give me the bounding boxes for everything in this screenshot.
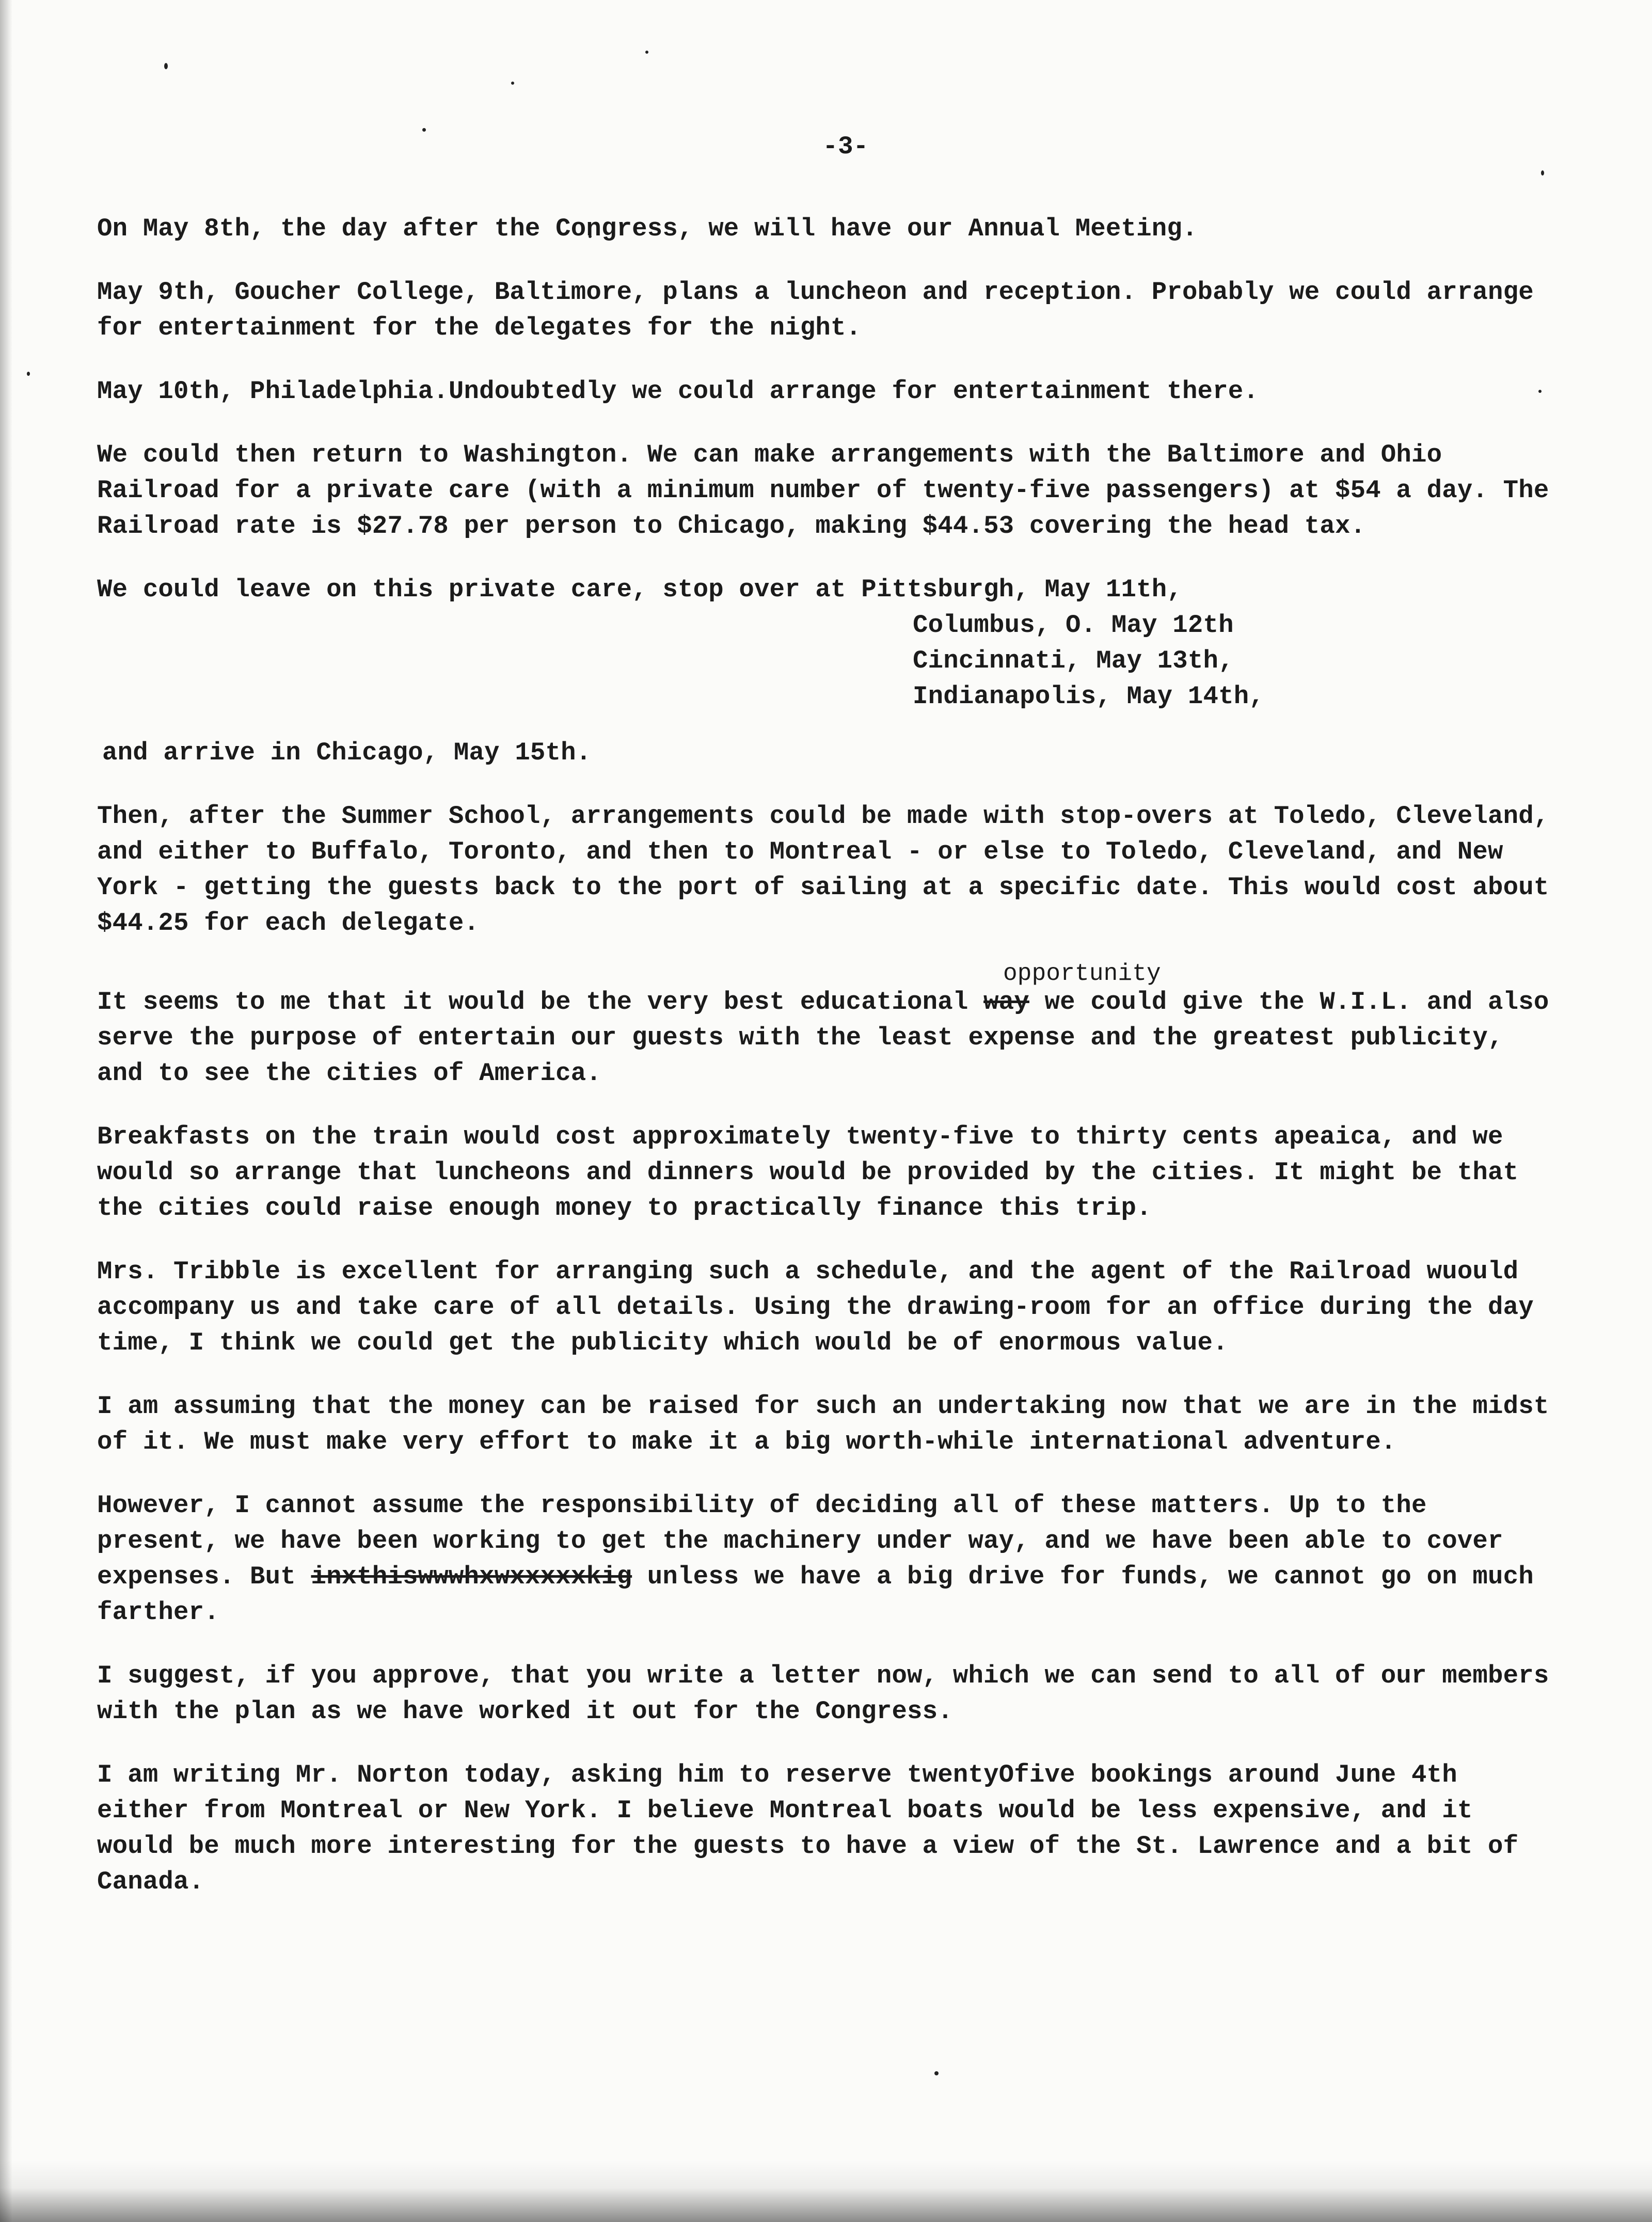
paragraph-however: [97, 1488, 1558, 1630]
struck-text: inxthiswwwhxwxxxxxkig: [311, 1562, 632, 1591]
paragraph-return-washington: We could then return to Washington. We can make arrangements with the Baltimore and Ohio Railroad for a private care (with a minimum number of twenty-five passengers) at $54 a day. The Railroad rate is $27.78 per person to Chicago, making $44.53 covering the head tax.: [97, 440, 1549, 541]
paragraph-breakfasts: Breakfasts on the train would cost approximately twenty-five to thirty cents apeaica, and we would so arrange that luncheons and dinners would be provided by the cities. It might be that the cities could raise enough money to practically finance this trip.: [97, 1122, 1519, 1223]
paragraph-annual-meeting: On May 8th, the day after the Congress, we will have our Annual Meeting.: [97, 214, 1198, 243]
however-text-before: However, I cannot assume the responsibility of deciding all of these matters. Up to the present, we have been working to get the machinery under way, and we have been able to cover expenses. But: [97, 1491, 1503, 1591]
paragraph-goucher: May 9th, Goucher College, Baltimore, plans a luncheon and reception. Probably we could arrange for entertainment for the delegates for the night.: [97, 278, 1534, 342]
scan-edge-bottom: [0, 2160, 1652, 2222]
route-stop: Indianapolis, May 14th,: [913, 682, 1264, 711]
route-stop-list: [913, 608, 1558, 715]
scan-edge-left: [0, 0, 12, 2222]
however-text-after: unless we have a big drive for funds, we cannot go on much farther.: [97, 1562, 1534, 1627]
paragraph-suggest: I suggest, if you approve, that you write a letter now, which we can send to all of our members with the plan as we have worked it out for the Congress.: [97, 1661, 1549, 1726]
scan-speck: [27, 372, 30, 376]
paragraph-assuming: I am assuming that the money can be raised for such an undertaking now that we are in the midst of it. We must make very effort to make it a big worth-while international adventure.: [97, 1392, 1549, 1456]
scan-speck: [645, 51, 648, 54]
scan-speck: [164, 63, 168, 69]
paragraph-summer-school: Then, after the Summer School, arrangements could be made with stop-overs at Toledo, Cleveland, and either to Buffalo, Toronto, and then to Montreal - or else to Toledo, Cleveland, and New York - getting the guests back to the port of sailing at a specific date. This would cost about $44.25 for each delegate.: [97, 802, 1549, 938]
page-number: -3-: [822, 132, 869, 161]
paragraph-leave-private-car: We could leave on this private care, stop over at Pittsburgh, May 11th,: [97, 575, 1182, 604]
scan-speck: [511, 82, 514, 85]
struck-word: way: [983, 988, 1029, 1017]
paragraph-arrive-chicago: and arrive in Chicago, May 15th.: [102, 738, 592, 767]
paragraph-tribble: Mrs. Tribble is excellent for arranging such a schedule, and the agent of the Railroad wuould accompany us and take care of all details. Using the drawing-room for an office during the day time, I think we could get the publicity which would be of enormous value.: [97, 1257, 1534, 1357]
educational-text-after: we could give the W.I.L. and also serve the purpose of entertain our guests with the least expense and the greatest publicity, and to see the cities of America.: [97, 988, 1549, 1088]
paragraph-philadelphia: May 10th, Philadelphia.Undoubtedly we could arrange for entertainment there.: [97, 377, 1259, 406]
route-stop: Cincinnati, May 13th,: [913, 646, 1234, 675]
paragraph-writing-norton: I am writing Mr. Norton today, asking him to reserve twentyOfive bookings around June 4th either from Montreal or New York. I believe Montreal boats would be less expensive, and it would be much more interesting for the guests to have a view of the St. Lawrence and a bit of Canada.: [97, 1760, 1519, 1896]
paragraph-educational: [97, 985, 1558, 1091]
educational-text-before: It seems to me that it would be the very best educational: [97, 988, 984, 1017]
route-stop: Columbus, O. May 12th: [913, 611, 1234, 640]
scan-speck: [934, 2071, 939, 2075]
letter-body: [97, 129, 1558, 1928]
interlinear-insertion: opportunity: [1003, 960, 1161, 987]
